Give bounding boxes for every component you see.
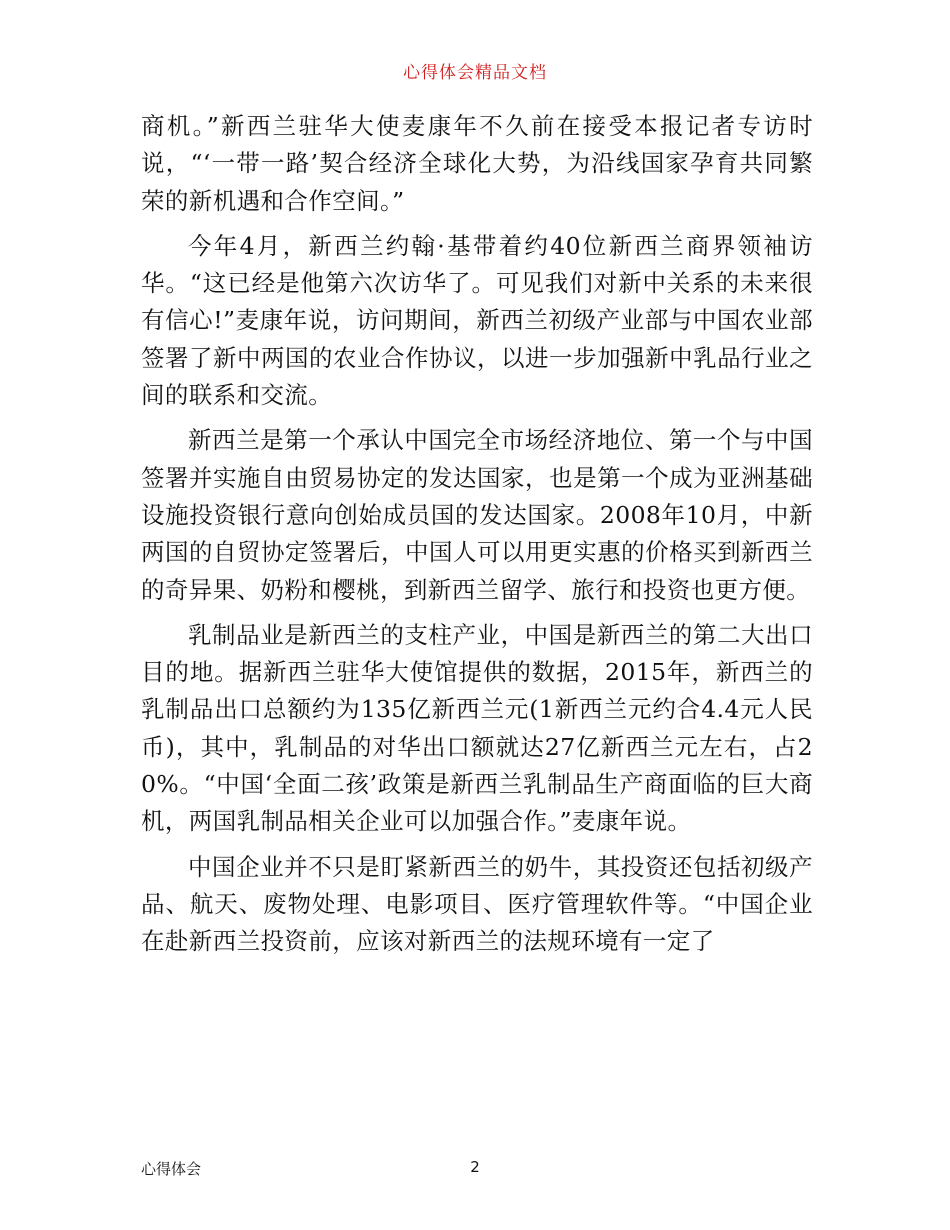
body-text: [141, 108, 813, 969]
page-number: 2: [470, 1158, 480, 1176]
paragraph: 今年4月，新西兰约翰·基带着约40位新西兰商界领袖访华。“这已经是他第六次访华了。可见我们对新中关系的未来很有信心!”麦康年说，访问期间，新西兰初级产业部与中国农业部签署了新中两国的农业合作协议，以进一步加强新中乳品行业之间的联系和交流。: [141, 231, 813, 410]
header-title: 心得体会精品文档: [403, 63, 547, 83]
paragraph: 新西兰是第一个承认中国完全市场经济地位、第一个与中国签署并实施自由贸易协定的发达国家，也是第一个成为亚洲基础设施投资银行意向创始成员国的发达国家。2008年10月，中新两国的自贸协定签署后，中国人可以用更实惠的价格买到新西兰的奇异果、奶粉和樱桃，到新西兰留学、旅行和投资也更方便。: [141, 426, 813, 604]
paragraph-continuation: 商机。”新西兰驻华大使麦康年不久前在接受本报记者专访时说，“‘一带一路’契合经济全球化大势，为沿线国家孕育共同繁荣的新机遇和合作空间。”: [141, 112, 813, 215]
paragraph: 中国企业并不只是盯紧新西兰的奶牛，其投资还包括初级产品、航天、废物处理、电影项目、医疗管理软件等。“中国企业在赴新西兰投资前，应该对新西兰的法规环境有一定了: [141, 852, 813, 956]
footer-label: 心得体会: [141, 1160, 202, 1178]
paragraph: 乳制品业是新西兰的支柱产业，中国是新西兰的第二大出口目的地。据新西兰驻华大使馆提供的数据，2015年，新西兰的乳制品出口总额约为135亿新西兰元(1新西兰元约合4.4元人民币)，其中，乳制品的对华出口额就达27亿新西兰元左右，占20%。“中国‘全面二孩’政策是新西兰乳制品生产商面临的巨大商机，两国乳制品相关企业可以加强合作。”麦康年说。: [141, 620, 813, 836]
